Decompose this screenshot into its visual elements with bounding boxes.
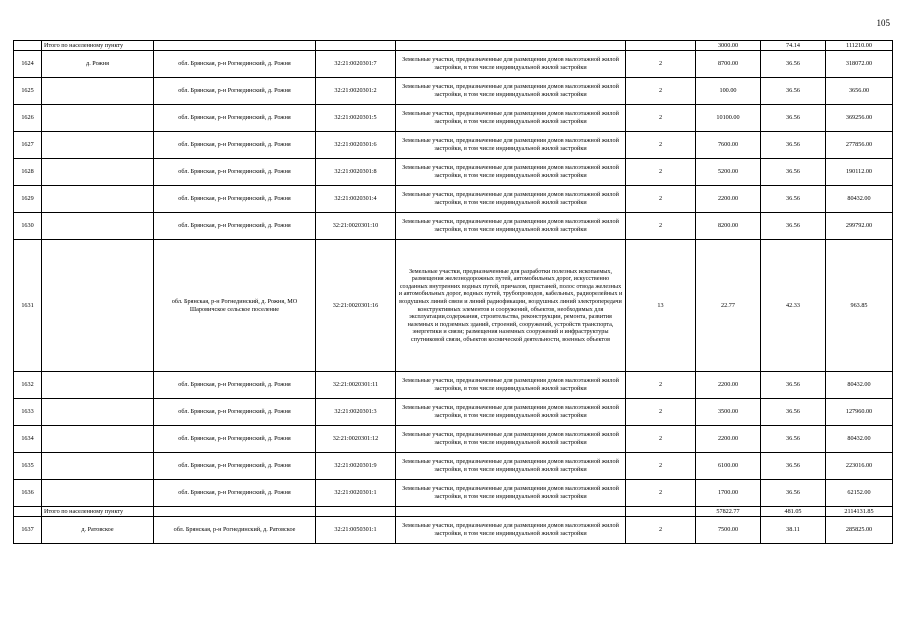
permitted-use: Земельные участки, предназначенные для размещения домов малоэтажной жилой застройки, в том числе индивидуальной жилой застройки xyxy=(396,372,626,399)
cadastral-number: 32:21:0050301:1 xyxy=(316,517,396,544)
table-row xyxy=(14,426,893,453)
row-number: 1632 xyxy=(14,372,42,399)
table-row xyxy=(14,517,893,544)
table-row xyxy=(14,78,893,105)
cadastral-number: 32:21:0020301:4 xyxy=(316,186,396,213)
cadastral-value: 190112.00 xyxy=(826,159,893,186)
cadastral-value: 963.85 xyxy=(826,240,893,372)
address: обл. Брянская, р-н Рогнединский, д. Рожня xyxy=(154,372,316,399)
cadastral-number: 32:21:0020301:12 xyxy=(316,426,396,453)
address: обл. Брянская, р-н Рогнединский, д. Рожня xyxy=(154,453,316,480)
row-number: 1630 xyxy=(14,213,42,240)
row-number: 1628 xyxy=(14,159,42,186)
address: обл. Брянская, р-н Рогнединский, д. Ратовское xyxy=(154,517,316,544)
locality-total-row xyxy=(14,41,893,51)
total-cadastre-cell xyxy=(316,507,396,517)
use-group: 2 xyxy=(626,453,696,480)
locality-name xyxy=(42,186,154,213)
cadastral-number: 32:21:0020301:8 xyxy=(316,159,396,186)
area: 1700.00 xyxy=(696,480,761,507)
total-rate: 74.14 xyxy=(761,41,826,51)
area: 8200.00 xyxy=(696,213,761,240)
area: 5200.00 xyxy=(696,159,761,186)
use-group: 2 xyxy=(626,213,696,240)
locality-total-row xyxy=(14,507,893,517)
permitted-use: Земельные участки, предназначенные для размещения домов малоэтажной жилой застройки, в том числе индивидуальной жилой застройки xyxy=(396,51,626,78)
address: обл. Брянская, р-н Рогнединский, д. Рожня xyxy=(154,399,316,426)
row-number: 1637 xyxy=(14,517,42,544)
cadastral-value: 80432.00 xyxy=(826,426,893,453)
permitted-use: Земельные участки, предназначенные для размещения домов малоэтажной жилой застройки, в том числе индивидуальной жилой застройки xyxy=(396,159,626,186)
address: обл. Брянская, р-н Рогнединский, д. Рожня, МО Шаровичское сельское поселение xyxy=(154,240,316,372)
cadastral-value: 62152.00 xyxy=(826,480,893,507)
area: 2200.00 xyxy=(696,372,761,399)
use-group: 2 xyxy=(626,78,696,105)
use-group: 2 xyxy=(626,372,696,399)
locality-name xyxy=(42,453,154,480)
cadastral-number: 32:21:0020301:11 xyxy=(316,372,396,399)
cadastral-value: 369256.00 xyxy=(826,105,893,132)
address: обл. Брянская, р-н Рогнединский, д. Рожня xyxy=(154,105,316,132)
specific-value: 36.56 xyxy=(761,159,826,186)
total-num-cell xyxy=(14,507,42,517)
page-number: 105 xyxy=(876,18,890,28)
area: 22.77 xyxy=(696,240,761,372)
cadastral-number: 32:21:0020301:6 xyxy=(316,132,396,159)
address: обл. Брянская, р-н Рогнединский, д. Рожня xyxy=(154,480,316,507)
table-row xyxy=(14,213,893,240)
specific-value: 36.56 xyxy=(761,372,826,399)
address: обл. Брянская, р-н Рогнединский, д. Рожня xyxy=(154,51,316,78)
permitted-use: Земельные участки, предназначенные для размещения домов малоэтажной жилой застройки, в том числе индивидуальной жилой застройки xyxy=(396,453,626,480)
locality-name xyxy=(42,213,154,240)
land-valuation-table xyxy=(13,40,893,544)
cadastral-number: 32:21:0020301:7 xyxy=(316,51,396,78)
specific-value: 36.56 xyxy=(761,453,826,480)
table-row xyxy=(14,453,893,480)
table-row xyxy=(14,51,893,78)
locality-name xyxy=(42,372,154,399)
table-row xyxy=(14,399,893,426)
locality-name xyxy=(42,426,154,453)
cadastral-value: 299792.00 xyxy=(826,213,893,240)
total-address-cell xyxy=(154,41,316,51)
area: 2200.00 xyxy=(696,426,761,453)
use-group: 2 xyxy=(626,132,696,159)
area: 6100.00 xyxy=(696,453,761,480)
use-group: 2 xyxy=(626,517,696,544)
cadastral-number: 32:21:0020301:5 xyxy=(316,105,396,132)
total-label: Итого по населенному пункту xyxy=(42,507,154,517)
cadastral-number: 32:21:0020301:1 xyxy=(316,480,396,507)
row-number: 1625 xyxy=(14,78,42,105)
row-number: 1633 xyxy=(14,399,42,426)
row-number: 1626 xyxy=(14,105,42,132)
specific-value: 42.33 xyxy=(761,240,826,372)
table-row xyxy=(14,186,893,213)
cadastral-value: 285825.00 xyxy=(826,517,893,544)
locality-name xyxy=(42,240,154,372)
use-group: 2 xyxy=(626,105,696,132)
area: 8700.00 xyxy=(696,51,761,78)
permitted-use: Земельные участки, предназначенные для размещения домов малоэтажной жилой застройки, в том числе индивидуальной жилой застройки xyxy=(396,399,626,426)
cadastral-value: 318072.00 xyxy=(826,51,893,78)
table-row xyxy=(14,240,893,372)
cadastral-value: 3656.00 xyxy=(826,78,893,105)
specific-value: 36.56 xyxy=(761,105,826,132)
total-rate: 481.05 xyxy=(761,507,826,517)
specific-value: 36.56 xyxy=(761,426,826,453)
row-number: 1631 xyxy=(14,240,42,372)
use-group: 13 xyxy=(626,240,696,372)
use-group: 2 xyxy=(626,480,696,507)
specific-value: 36.56 xyxy=(761,399,826,426)
total-address-cell xyxy=(154,507,316,517)
permitted-use: Земельные участки, предназначенные для разработки полезных ископаемых, размещения железнодорожных путей, автомобильных дорог, искусственно созданных внутренних водных путей, причалов, пристаней, полос отвода железных и автомобильных дорог, водных путей, трубопроводов, кабельных, радиорелейных и воздушных линий связи и линий радиофикации, воздушных линий электропередачи конструктивных элементов и сооружений, объектов, необходимых для эксплуатации,содержания, строительства, реконструкции, ремонта, развития наземных и подземных зданий, строений, сооружений, устройств транспорта, энергетики и связи; размещения наземных сооружений и инфраструктуры спутниковой связи, объектов космической деятельности, военных объектов xyxy=(396,240,626,372)
locality-name xyxy=(42,159,154,186)
use-group: 2 xyxy=(626,186,696,213)
permitted-use: Земельные участки, предназначенные для размещения домов малоэтажной жилой застройки, в том числе индивидуальной жилой застройки xyxy=(396,480,626,507)
area: 7500.00 xyxy=(696,517,761,544)
total-group-cell xyxy=(626,41,696,51)
locality-name: д. Ратовское xyxy=(42,517,154,544)
permitted-use: Земельные участки, предназначенные для размещения домов малоэтажной жилой застройки, в том числе индивидуальной жилой застройки xyxy=(396,426,626,453)
specific-value: 36.56 xyxy=(761,78,826,105)
locality-name xyxy=(42,105,154,132)
address: обл. Брянская, р-н Рогнединский, д. Рожня xyxy=(154,426,316,453)
specific-value: 36.56 xyxy=(761,51,826,78)
locality-name: д. Рожня xyxy=(42,51,154,78)
permitted-use: Земельные участки, предназначенные для размещения домов малоэтажной жилой застройки, в том числе индивидуальной жилой застройки xyxy=(396,517,626,544)
address: обл. Брянская, р-н Рогнединский, д. Рожня xyxy=(154,159,316,186)
permitted-use: Земельные участки, предназначенные для размещения домов малоэтажной жилой застройки, в том числе индивидуальной жилой застройки xyxy=(396,213,626,240)
total-area: 57822.77 xyxy=(696,507,761,517)
address: обл. Брянская, р-н Рогнединский, д. Рожня xyxy=(154,132,316,159)
area: 10100.00 xyxy=(696,105,761,132)
locality-name xyxy=(42,399,154,426)
table-body xyxy=(14,41,893,544)
cadastral-value: 223016.00 xyxy=(826,453,893,480)
permitted-use: Земельные участки, предназначенные для размещения домов малоэтажной жилой застройки, в том числе индивидуальной жилой застройки xyxy=(396,132,626,159)
cadastral-number: 32:21:0020301:2 xyxy=(316,78,396,105)
specific-value: 36.56 xyxy=(761,213,826,240)
locality-name xyxy=(42,132,154,159)
total-area: 3000.00 xyxy=(696,41,761,51)
row-number: 1627 xyxy=(14,132,42,159)
specific-value: 36.56 xyxy=(761,186,826,213)
use-group: 2 xyxy=(626,426,696,453)
total-cadastre-cell xyxy=(316,41,396,51)
address: обл. Брянская, р-н Рогнединский, д. Рожня xyxy=(154,186,316,213)
total-value: 2114131.85 xyxy=(826,507,893,517)
row-number: 1629 xyxy=(14,186,42,213)
total-group-cell xyxy=(626,507,696,517)
permitted-use: Земельные участки, предназначенные для размещения домов малоэтажной жилой застройки, в том числе индивидуальной жилой застройки xyxy=(396,78,626,105)
cadastral-value: 277856.00 xyxy=(826,132,893,159)
table-row xyxy=(14,105,893,132)
row-number: 1636 xyxy=(14,480,42,507)
locality-name xyxy=(42,480,154,507)
table-row xyxy=(14,372,893,399)
area: 100.00 xyxy=(696,78,761,105)
cadastral-number: 32:21:0020301:9 xyxy=(316,453,396,480)
use-group: 2 xyxy=(626,159,696,186)
cadastral-value: 80432.00 xyxy=(826,372,893,399)
area: 7600.00 xyxy=(696,132,761,159)
use-group: 2 xyxy=(626,399,696,426)
address: обл. Брянская, р-н Рогнединский, д. Рожня xyxy=(154,78,316,105)
table-row xyxy=(14,480,893,507)
specific-value: 36.56 xyxy=(761,480,826,507)
permitted-use: Земельные участки, предназначенные для размещения домов малоэтажной жилой застройки, в том числе индивидуальной жилой застройки xyxy=(396,105,626,132)
specific-value: 38.11 xyxy=(761,517,826,544)
area: 3500.00 xyxy=(696,399,761,426)
cadastral-value: 80432.00 xyxy=(826,186,893,213)
specific-value: 36.56 xyxy=(761,132,826,159)
total-use-cell xyxy=(396,41,626,51)
cadastral-number: 32:21:0020301:3 xyxy=(316,399,396,426)
locality-name xyxy=(42,78,154,105)
address: обл. Брянская, р-н Рогнединский, д. Рожня xyxy=(154,213,316,240)
total-value: 111210.00 xyxy=(826,41,893,51)
cadastral-number: 32:21:0020301:16 xyxy=(316,240,396,372)
permitted-use: Земельные участки, предназначенные для размещения домов малоэтажной жилой застройки, в том числе индивидуальной жилой застройки xyxy=(396,186,626,213)
cadastral-value: 127960.00 xyxy=(826,399,893,426)
total-use-cell xyxy=(396,507,626,517)
row-number: 1634 xyxy=(14,426,42,453)
total-label: Итого по населенному пункту xyxy=(42,41,154,51)
row-number: 1624 xyxy=(14,51,42,78)
use-group: 2 xyxy=(626,51,696,78)
table-row xyxy=(14,159,893,186)
table-row xyxy=(14,132,893,159)
cadastral-number: 32:21:0020301:10 xyxy=(316,213,396,240)
area: 2200.00 xyxy=(696,186,761,213)
row-number: 1635 xyxy=(14,453,42,480)
total-num-cell xyxy=(14,41,42,51)
